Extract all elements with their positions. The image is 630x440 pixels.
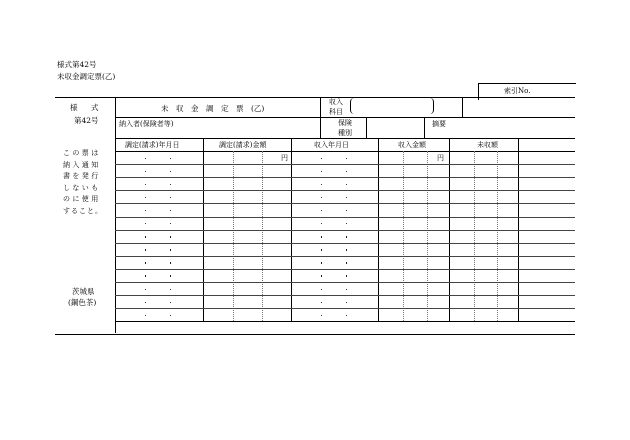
usage-note-line: しないも (63, 183, 101, 192)
usage-note-line: のに使用 (63, 195, 101, 203)
header-divider (366, 117, 367, 138)
yen-unit: 円 (437, 154, 444, 162)
column-header: 未収額 (477, 141, 498, 149)
column-header: 収入金額 (398, 141, 426, 149)
insurance-type-label: 保険 (338, 119, 352, 127)
table-row-rule (115, 243, 575, 244)
usage-note-line: すること。 (63, 206, 103, 215)
table-row-rule (115, 190, 575, 191)
table-title: 未 収 金 調 定 票 (乙) (161, 104, 265, 113)
table-row-rule (115, 282, 575, 283)
left-form-number: 第42号 (74, 116, 99, 125)
column-header-top-rule (115, 138, 575, 139)
left-form-label: 様 式 (70, 103, 102, 112)
table-row-rule (115, 308, 575, 309)
table-row-rule (115, 217, 575, 218)
header-divider (424, 117, 425, 138)
insurance-type-label: 種別 (338, 129, 352, 137)
table-row-rule (115, 164, 575, 165)
column-header: 調定(請求)年月日 (125, 141, 180, 149)
index-label: 索引No. (504, 87, 531, 95)
table-row-rule (115, 177, 575, 178)
usage-note-line: 書を発行 (63, 172, 101, 180)
table-row-rule (115, 230, 575, 231)
table-row-rule (115, 256, 575, 257)
revenue-item-label: 科目 (329, 108, 343, 116)
yen-unit: 円 (281, 154, 288, 162)
column-header: 調定(請求)金額 (219, 141, 267, 149)
header-divider (462, 97, 463, 117)
paper-color-label: (鋼色茶) (68, 298, 97, 307)
column-header-bottom-rule (115, 151, 575, 152)
revenue-item-bracket (350, 98, 434, 114)
revenue-item-label: 収入 (329, 98, 343, 106)
column-header: 収入年月日 (314, 141, 349, 149)
table-bottom-rule (115, 321, 575, 322)
summary-label: 摘要 (432, 120, 446, 128)
usage-note-line: 納入通知 (63, 160, 101, 169)
payer-label: 納入者(保険者等) (119, 120, 174, 128)
left-divider (115, 97, 116, 333)
prefecture-label: 茨城県 (72, 287, 95, 296)
table-row-rule (115, 203, 575, 204)
header-rule (115, 117, 575, 118)
usage-note-line: この票は (63, 149, 101, 157)
table-row-rule (115, 295, 575, 296)
form-number: 様式第42号 (57, 60, 97, 69)
table-row-rule (115, 269, 575, 270)
form-title: 未収金調定票(乙) (57, 72, 116, 81)
